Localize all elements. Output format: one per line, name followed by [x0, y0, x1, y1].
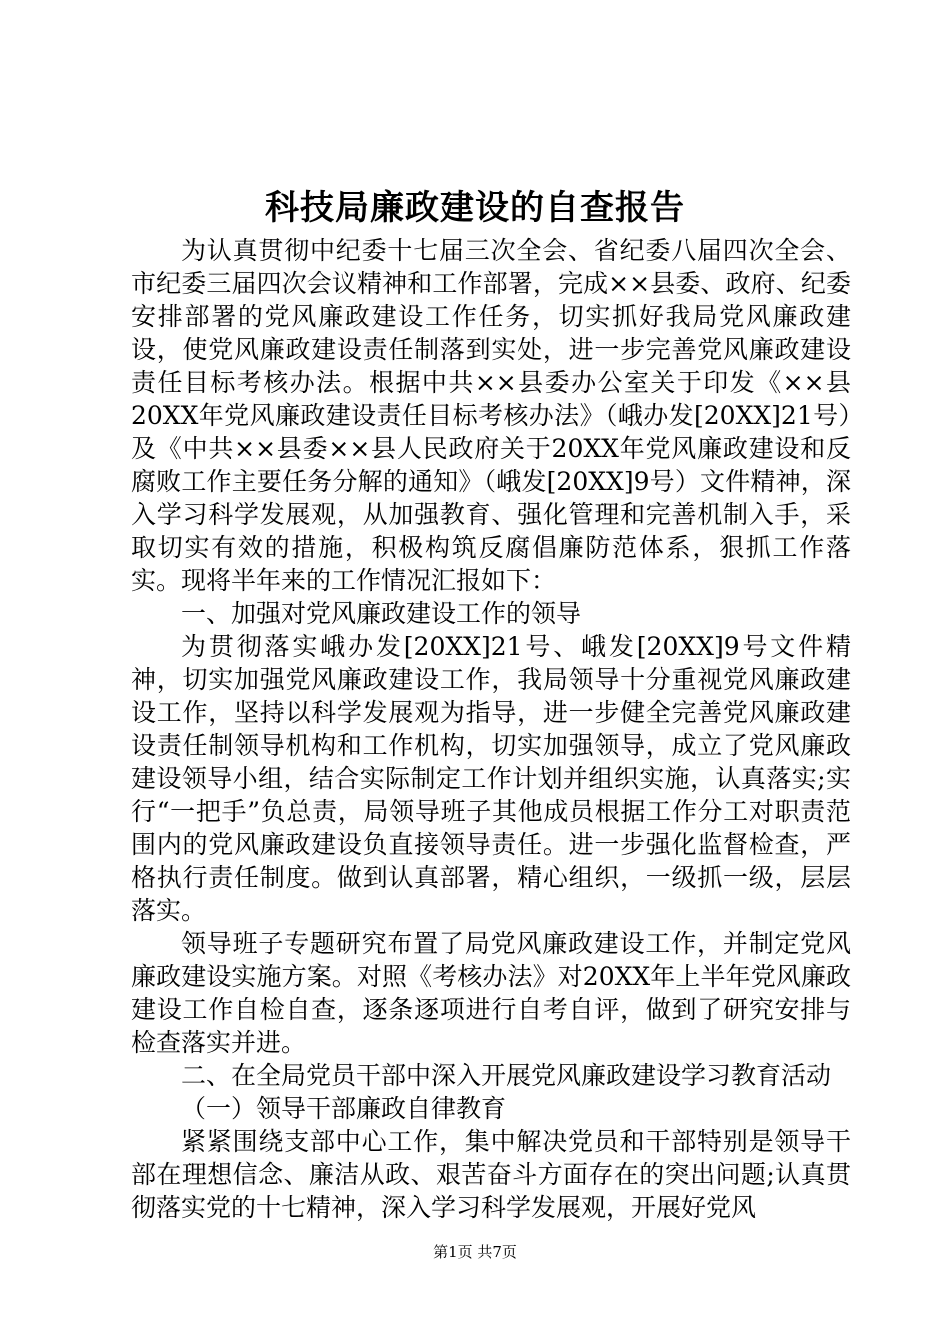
paragraph-section-1: 为贯彻落实峨办发[20XX]21号、峨发[20XX]9号文件精神，切实加强党风廉政建设工作，我局领导十分重视党风廉政建设工作，坚持以科学发展观为指导，进一步健全完善党风廉政建设责任制领导机构和工作机构，切实加强领导，成立了党风廉政建设领导小组，结合实际制定工作计划并组织实施，认真落实;实行“一把手”负总责，局领导班子其他成员根据工作分工对职责范围内的党风廉政建设负直接领导责任。进一步强化监督检查，严格执行责任制度。做到认真部署，精心组织，一级抓一级，层层落实。	[131, 632, 851, 925]
section-heading-2: 二、在全局党员干部中深入开展党风廉政建设学习教育活动	[181, 1061, 832, 1090]
document-title: 科技局廉政建设的自查报告	[265, 188, 685, 228]
subsection-heading-1: （一）领导干部廉政自律教育	[181, 1094, 507, 1123]
document-body	[131, 234, 851, 1224]
paragraph-intro: 为认真贯彻中纪委十七届三次全会、省纪委八届四次全会、市纪委三届四次会议精神和工作部署，完成××县委、政府、纪委安排部署的党风廉政建设工作任务，切实抓好我局党风廉政建设，使党风廉政建设责任制落到实处，进一步完善党风廉政建设责任目标考核办法。根据中共××县委办公室关于印发《××县20XX年党风廉政建设责任目标考核办法》（峨办发[20XX]21号）及《中共××县委××县人民政府关于20XX年党风廉政建设和反腐败工作主要任务分解的通知》（峨发[20XX]9号）文件精神，深入学习科学发展观，从加强教育、强化管理和完善机制入手，采取切实有效的措施，积极构筑反腐倡廉防范体系，狠抓工作落实。现将半年来的工作情况汇报如下：	[131, 236, 851, 595]
section-heading-1: 一、加强对党风廉政建设工作的领导	[181, 599, 582, 628]
paragraph-subsection-1: 紧紧围绕支部中心工作，集中解决党员和干部特别是领导干部在理想信念、廉洁从政、艰苦奋斗方面存在的突出问题;认真贯彻落实党的十七精神，深入学习科学发展观，开展好党风	[131, 1127, 851, 1222]
page-footer: 第1页 共7页	[433, 1243, 517, 1261]
paragraph-section-1-b: 领导班子专题研究布置了局党风廉政建设工作，并制定党风廉政建设实施方案。对照《考核办法》对20XX年上半年党风廉政建设工作自检自查，逐条逐项进行自考自评，做到了研究安排与检查落实并进。	[131, 929, 851, 1057]
